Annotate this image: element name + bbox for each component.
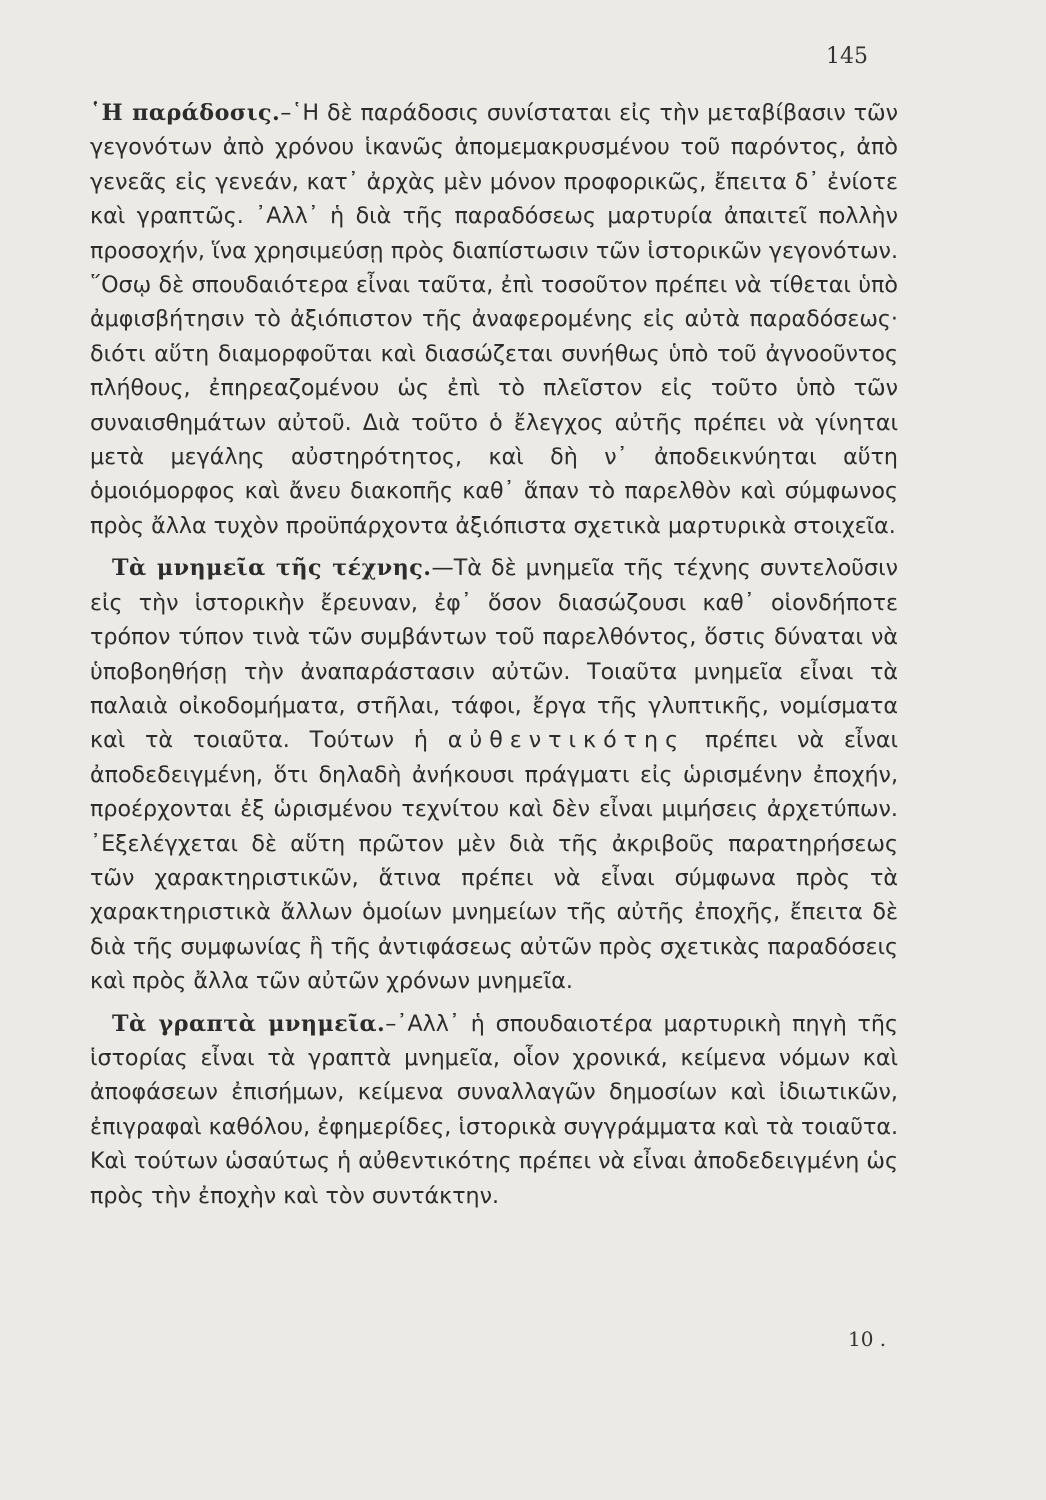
heading-written-monuments: Τὰ γραπτὰ μνημεῖα.: [112, 1010, 386, 1037]
paragraph-written-text: –᾽Αλλ᾽ ἡ σπουδαιοτέρα μαρτυρικὴ πηγὴ τῆς ἱστορίας εἶναι τὰ γραπτὰ μνημεῖα, οἷον χρονικά, κείμενα νόμων καὶ ἀποφάσεων ἐπισήμων, κείμενα συναλλαγῶν δημοσίων καὶ ἰδιωτικῶν, ἐπιγραφαὶ καθόλου, ἐφημερίδες, ἱστορικὰ συγγράμματα καὶ τὰ τοιαῦτα. Καὶ τούτων ὡσαύτως ἡ αὐθεντικότης πρέπει νὰ εἶναι ἀποδεδειγμένη ὡς πρὸς τὴν ἐποχὴν καὶ τὸν συντάκτην.: [90, 1010, 898, 1209]
paragraph-tradition-text: –῾Η δὲ παράδοσις συνίσταται εἰς τὴν μεταβίβασιν τῶν γεγονότων ἀπὸ χρόνου ἱκανῶς ἀπομεμακρυσμένου τοῦ παρόντος, ἀπὸ γενεᾶς εἰς γενεάν, κατ᾽ ἀρχὰς μὲν μόνον προφορικῶς, ἔπειτα δ᾽ ἐνίοτε καὶ γραπτῶς. ᾽Αλλ᾽ ἡ διὰ τῆς παραδόσεως μαρτυρία ἀπαιτεῖ πολλὴν προσοχήν, ἵνα χρησιμεύσῃ πρὸς διαπίστωσιν τῶν ἱστορικῶν γεγονότων. ῞Οσῳ δὲ σπουδαιότερα εἶναι ταῦτα, ἐπὶ τοσοῦτον πρέπει νὰ τίθεται ὑπὸ ἀμφισβήτησιν τὸ ἀξιόπιστον τῆς ἀναφερομένης εἰς αὐτὰ παραδόσεως· διότι αὕτη διαμορφοῦται καὶ διασώζεται συνήθως ὑπὸ τοῦ ἀγνοοῦντος πλήθους, ἐπηρεαζομένου ὡς ἐπὶ τὸ πλεῖστον εἰς τοῦτο ὑπὸ τῶν συναισθημάτων αὐτοῦ. Διὰ τοῦτο ὁ ἔλεγχος αὐτῆς πρέπει νὰ γίνηται μετὰ μεγάλης αὐστηρότητος, καὶ δὴ ν᾽ ἀποδεικνύηται αὕτη ὁμοιόμορφος καὶ ἄνευ διακοπῆς καθ᾽ ἅπαν τὸ παρελθὸν καὶ σύμφωνος πρὸς ἄλλα τυχὸν προϋπάρχοντα ἀξιόπιστα σχετικὰ μαρτυρικὰ στοιχεῖα.: [90, 100, 898, 539]
signature-mark: 10 .: [848, 1327, 887, 1351]
heading-tradition: ῾Η παράδοσις.: [90, 100, 281, 126]
paragraph-art-text-before: —Τὰ δὲ μνημεῖα τῆς τέχνης συντελοῦσιν εἰς τὴν ἱστορικὴν ἔρευναν, ἐφ᾽ ὅσον διασώζουσι καθ᾽ οἱονδήποτε τρόπον τύπον τινὰ τῶν συμβάντων τοῦ παρελθόντος, ὅστις δύναται νὰ ὑποβοηθήσῃ τὴν ἀναπαράστασιν αὐτῶν. Τοιαῦτα μνημεῖα εἶναι τὰ παλαιὰ οἰκοδομήματα, στῆλαι, τάφοι, ἔργα τῆς γλυπτικῆς, νομίσματα καὶ τὰ τοιαῦτα. Τούτων ἡ: [90, 555, 898, 754]
paragraph-tradition: [90, 96, 898, 543]
paragraph-written-monuments: [90, 1007, 898, 1213]
paragraph-art-text-after: πρέπει νὰ εἶναι ἀποδεδειγμένη, ὅτι δηλαδὴ ἀνήκουσι πράγματι εἰς ὡρισμένην ἐποχήν, προέρχονται ἐξ ὡρισμένου τεχνίτου καὶ δὲν εἶναι μιμήσεις ἀρχετύπων. ᾽Εξελέγχεται δὲ αὕτη πρῶτον μὲν διὰ τῆς ἀκριβοῦς παρατηρήσεως τῶν χαρακτηριστικῶν, ἅτινα πρέπει νὰ εἶναι σύμφωνα πρὸς τὰ χαρακτηριστικὰ ἄλλων ὁμοίων μνημείων τῆς αὐτῆς ἐποχῆς, ἔπειτα δὲ διὰ τῆς συμφωνίας ἢ τῆς ἀντιφάσεως αὐτῶν πρὸς σχετικὰς παραδόσεις καὶ πρὸς ἄλλα τῶν αὐτῶν χρόνων μνημεῖα.: [90, 727, 899, 995]
page-number: 145: [826, 44, 868, 69]
body-text: [90, 96, 898, 1221]
paragraph-art-monuments: [90, 551, 898, 998]
spaced-emphasis: αὐθεντικότης: [447, 727, 686, 754]
heading-art-monuments: Τὰ μνημεῖα τῆς τέχνης.: [112, 555, 432, 582]
